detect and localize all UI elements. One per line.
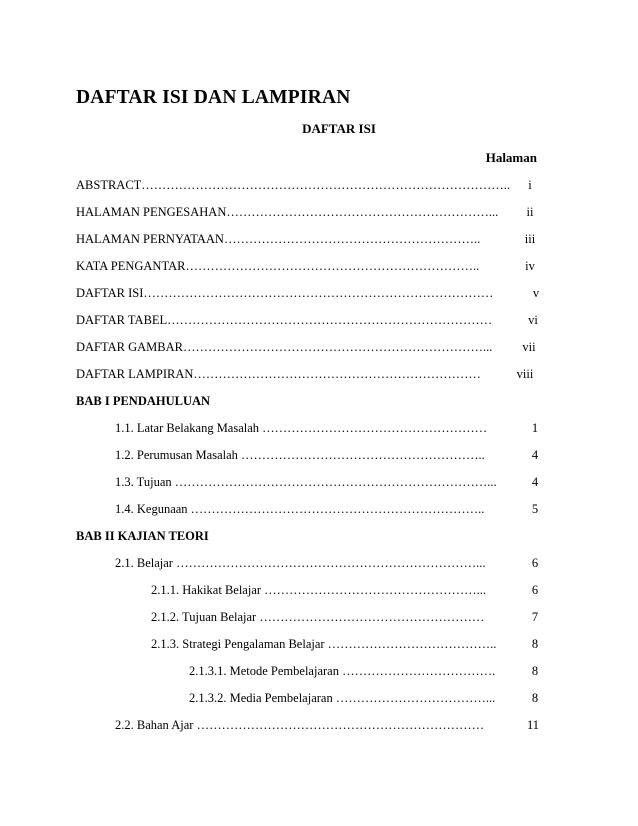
chapter-heading-bab-1: BAB I PENDAHULUAN — [76, 394, 211, 408]
toc-entry-page: 7 — [531, 610, 539, 624]
toc-subentry-2-1-3 — [151, 637, 546, 655]
toc-entry-label: 1.3. Tujuan …………………………………………………………………... — [115, 475, 497, 489]
toc-entry-label: ABSTRACT…………………………………………………………………………….. — [76, 178, 511, 192]
toc-entry-label: 1.4. Kegunaan …………………………………………………………….. — [115, 502, 485, 516]
section-title: DAFTAR ISI — [302, 121, 376, 136]
toc-entry-abstract — [76, 178, 546, 196]
toc-entry-page: 4 — [531, 448, 539, 462]
toc-subentry-2-1 — [115, 556, 546, 574]
toc-entry-page: 1 — [531, 421, 539, 435]
toc-entry-label: 2.1.2. Tujuan Belajar ……………………………………………… — [151, 610, 485, 624]
toc-entry-label: DAFTAR GAMBAR………………………………………………………………... — [76, 340, 493, 354]
toc-entry-daftar-lampiran — [76, 367, 546, 385]
toc-entry-page: 6 — [531, 556, 539, 570]
toc-entry-daftar-isi — [76, 286, 546, 304]
toc-subentry-2-1-3-2 — [189, 691, 546, 709]
toc-entry-page: 8 — [531, 664, 539, 678]
toc-entry-page: iv — [525, 259, 535, 273]
toc-entry-label: DAFTAR TABEL…………………………………………………………………… — [76, 313, 493, 327]
toc-subentry-2-2 — [115, 718, 546, 736]
toc-entry-page: 8 — [531, 691, 539, 705]
toc-entry-page: viii — [516, 367, 534, 381]
toc-entry-kata-pengantar — [76, 259, 546, 277]
page-column-header: Halaman — [485, 150, 537, 165]
toc-entry-page: ii — [526, 205, 534, 219]
toc-entry-label: HALAMAN PERNYATAAN…………………………………………………….. — [76, 232, 481, 246]
toc-entry-label: HALAMAN PENGESAHAN………………………………………………………... — [76, 205, 499, 219]
toc-subentry-1-1 — [115, 421, 546, 439]
toc-entry-label: DAFTAR LAMPIRAN…………………………………………………………… — [76, 367, 481, 381]
toc-entry-page: 5 — [531, 502, 539, 516]
toc-entry-page: v — [532, 286, 540, 300]
toc-subentry-2-1-2 — [151, 610, 546, 628]
toc-entry-label: 1.2. Perumusan Masalah ………………………………………………….. — [115, 448, 485, 462]
toc-entry-label: 2.1.3. Strategi Pengalaman Belajar ………………………………….. — [151, 637, 497, 651]
toc-entry-halaman-pernyataan — [76, 232, 546, 250]
chapter-heading-bab-2: BAB II KAJIAN TEORI — [76, 529, 209, 543]
toc-entry-label: 2.1.3.2. Media Pembelajaran ………………………………... — [189, 691, 496, 705]
toc-entry-page: 6 — [531, 583, 539, 597]
toc-entry-label: 2.2. Bahan Ajar …………………………………………………………… — [115, 718, 485, 732]
page-title: DAFTAR ISI DAN LAMPIRAN — [76, 87, 351, 108]
toc-entry-label: DAFTAR ISI………………………………………………………………………… — [76, 286, 494, 300]
toc-entry-label: 1.1. Latar Belakang Masalah ……………………………………………… — [115, 421, 488, 435]
toc-entry-page: iii — [524, 232, 536, 246]
toc-subentry-1-2 — [115, 448, 546, 466]
toc-entry-page: 11 — [526, 718, 540, 732]
toc-entry-label: 2.1. Belajar ………………………………………………………………... — [115, 556, 486, 570]
toc-entry-page: vi — [528, 313, 538, 327]
toc-entry-daftar-tabel — [76, 313, 546, 331]
toc-entry-page: i — [528, 178, 532, 192]
toc-entry-daftar-gambar — [76, 340, 546, 358]
toc-entry-halaman-pengesahan — [76, 205, 546, 223]
toc-subentry-2-1-3-1 — [189, 664, 546, 682]
toc-entry-label: 2.1.3.1. Metode Pembelajaran ………………………………. — [189, 664, 496, 678]
toc-subentry-1-4 — [115, 502, 546, 520]
toc-entry-page: 4 — [531, 475, 539, 489]
toc-subentry-2-1-1 — [151, 583, 546, 601]
toc-entry-page: vii — [522, 340, 536, 354]
toc-entry-label: KATA PENGANTAR…………………………………………………………….. — [76, 259, 480, 273]
toc-entry-page: 8 — [531, 637, 539, 651]
toc-subentry-1-3 — [115, 475, 546, 493]
toc-entry-label: 2.1.1. Hakikat Belajar ……………………………………………... — [151, 583, 487, 597]
